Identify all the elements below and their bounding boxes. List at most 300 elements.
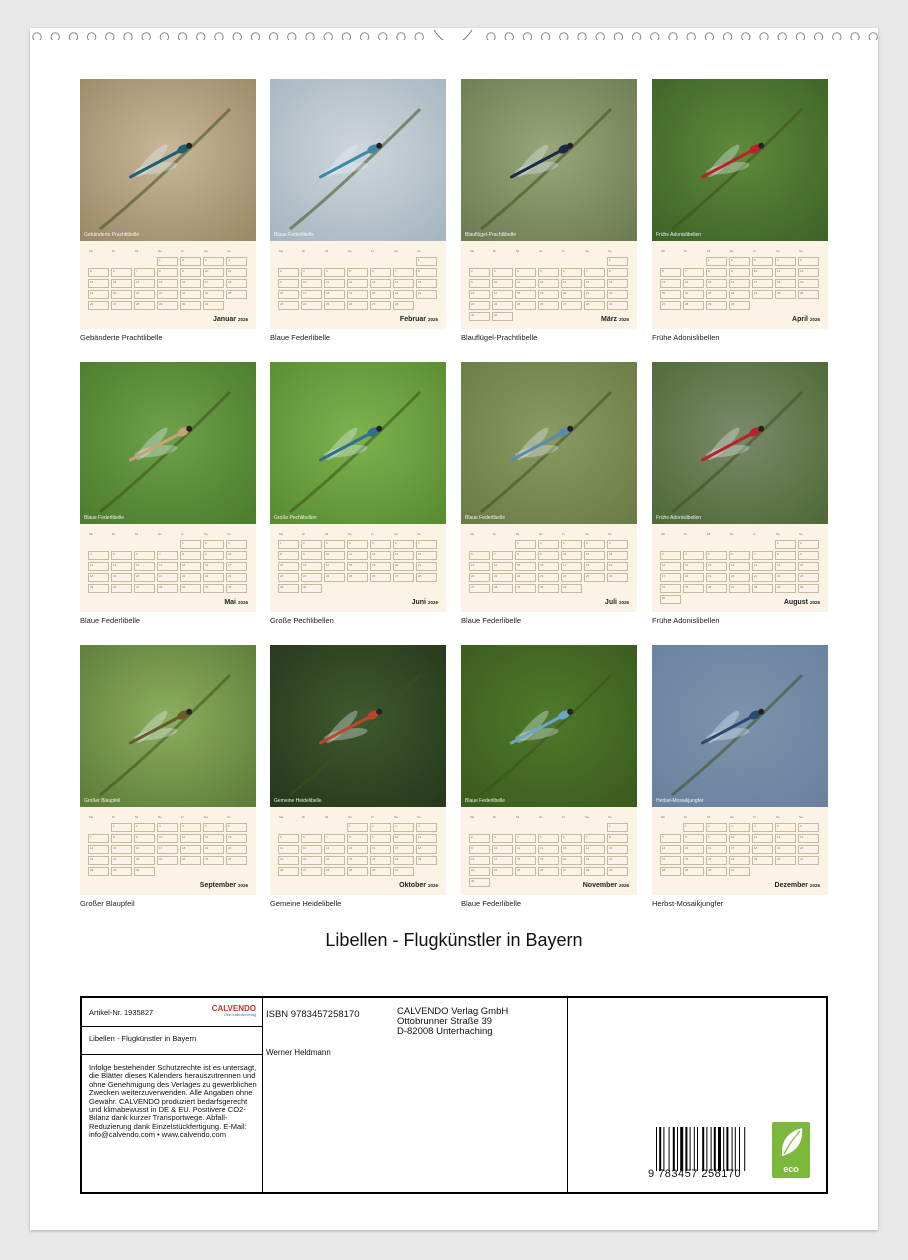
day-number: 10 <box>754 269 758 273</box>
weekday-label: Sa <box>776 815 780 819</box>
day-cell <box>180 823 201 832</box>
day-cell <box>88 290 109 299</box>
day-number: 28 <box>326 868 330 872</box>
day-number: 15 <box>777 563 781 567</box>
day-number: 9 <box>708 835 710 839</box>
day-cell <box>706 279 727 288</box>
barcode-bar <box>656 1127 657 1171</box>
month-caption: Blaue Federlibelle <box>461 616 522 625</box>
weekday-label: Do <box>158 249 162 253</box>
day-cell <box>416 573 437 582</box>
weekday-label: Mo <box>89 249 94 253</box>
day-number: 2 <box>731 258 733 262</box>
month-calendar <box>270 241 446 329</box>
day-cell <box>561 540 582 549</box>
day-cell <box>180 551 201 560</box>
month-name: Oktober 2026 <box>399 882 438 889</box>
weekday-label: Mo <box>661 532 666 536</box>
day-cell <box>798 584 819 593</box>
day-number: 29 <box>182 585 186 589</box>
day-number: 12 <box>90 280 94 284</box>
day-number: 14 <box>494 563 498 567</box>
day-cell <box>301 573 322 582</box>
day-cell <box>660 268 681 277</box>
weekday-label: Do <box>158 815 162 819</box>
day-number: 27 <box>471 585 475 589</box>
day-number: 29 <box>349 868 353 872</box>
day-number: 17 <box>205 280 209 284</box>
barcode-bar <box>690 1127 691 1171</box>
barcode-bar <box>702 1127 704 1171</box>
weekday-label: So <box>227 532 231 536</box>
day-cell <box>584 867 605 876</box>
day-cell <box>370 573 391 582</box>
day-cell <box>683 573 704 582</box>
barcode-bar <box>726 1127 728 1171</box>
day-number: 21 <box>662 857 666 861</box>
day-cell <box>157 856 178 865</box>
month-year: 2026 <box>427 317 438 322</box>
day-cell <box>660 595 681 604</box>
day-number: 28 <box>754 585 758 589</box>
day-cell <box>538 584 559 593</box>
day-cell <box>347 834 368 843</box>
weekday-label: Mo <box>470 532 475 536</box>
day-number: 27 <box>303 868 307 872</box>
photo-caption: Blauflügel-Prachtlibelle <box>465 232 516 238</box>
day-number: 6 <box>372 269 374 273</box>
month-year: 2026 <box>427 600 438 605</box>
day-cell <box>370 823 391 832</box>
weekday-label: Fr <box>181 532 184 536</box>
day-number: 21 <box>395 291 399 295</box>
day-number: 31 <box>731 868 735 872</box>
day-number: 6 <box>800 824 802 828</box>
day-number: 8 <box>517 552 519 556</box>
day-number: 18 <box>326 291 330 295</box>
month-year: 2026 <box>237 600 248 605</box>
day-cell <box>752 268 773 277</box>
day-cell <box>278 290 299 299</box>
leaf-icon <box>772 1122 810 1162</box>
weekday-label: Mo <box>89 532 94 536</box>
day-number: 27 <box>395 574 399 578</box>
day-number: 22 <box>685 857 689 861</box>
day-number: 15 <box>418 280 422 284</box>
day-cell <box>416 551 437 560</box>
day-number: 5 <box>280 835 282 839</box>
barcode-bar <box>706 1127 707 1171</box>
day-cell <box>134 867 155 876</box>
day-cell <box>347 867 368 876</box>
day-number: 7 <box>494 552 496 556</box>
day-cell <box>561 573 582 582</box>
day-cell <box>469 584 490 593</box>
day-number: 22 <box>609 291 613 295</box>
day-cell <box>393 845 414 854</box>
day-cell <box>683 867 704 876</box>
eco-badge <box>772 1122 810 1178</box>
day-number: 14 <box>662 846 666 850</box>
day-number: 5 <box>372 541 374 545</box>
day-cell <box>134 279 155 288</box>
day-cell <box>729 551 750 560</box>
day-cell <box>775 823 796 832</box>
day-number: 14 <box>90 846 94 850</box>
weekday-label: Do <box>539 249 543 253</box>
day-number: 24 <box>303 302 307 306</box>
day-number: 2 <box>800 541 802 545</box>
day-number: 8 <box>349 835 351 839</box>
day-cell <box>347 562 368 571</box>
day-cell <box>88 867 109 876</box>
day-number: 21 <box>685 291 689 295</box>
day-cell <box>584 562 605 571</box>
day-cell <box>469 562 490 571</box>
day-number: 4 <box>326 269 328 273</box>
day-cell <box>775 562 796 571</box>
day-number: 1 <box>159 258 161 262</box>
day-number: 23 <box>800 574 804 578</box>
day-number: 29 <box>685 868 689 872</box>
day-number: 23 <box>182 291 186 295</box>
day-number: 15 <box>609 846 613 850</box>
month-year: 2026 <box>427 883 438 888</box>
day-number: 23 <box>471 868 475 872</box>
month-name: März 2026 <box>601 316 629 323</box>
day-number: 13 <box>563 846 567 850</box>
barcode-bar <box>711 1127 712 1171</box>
day-number: 17 <box>395 846 399 850</box>
weekday-label: So <box>799 249 803 253</box>
day-number: 10 <box>731 835 735 839</box>
day-cell <box>798 573 819 582</box>
day-cell <box>515 301 536 310</box>
day-cell <box>515 856 536 865</box>
weekday-label: Fr <box>753 249 756 253</box>
month-calendar <box>80 241 256 329</box>
weekday-label: Do <box>348 249 352 253</box>
day-number: 28 <box>90 868 94 872</box>
day-cell <box>88 856 109 865</box>
day-number: 6 <box>471 552 473 556</box>
day-cell <box>492 290 513 299</box>
day-cell <box>134 268 155 277</box>
day-number: 13 <box>563 280 567 284</box>
day-cell <box>88 562 109 571</box>
day-cell <box>752 584 773 593</box>
day-cell <box>706 823 727 832</box>
day-cell <box>469 878 490 887</box>
day-number: 1 <box>418 258 420 262</box>
day-cell <box>301 562 322 571</box>
day-cell <box>226 540 247 549</box>
dragonfly-photo <box>270 79 446 241</box>
day-number: 2 <box>280 269 282 273</box>
day-cell <box>492 845 513 854</box>
dragonfly-photo <box>652 645 828 807</box>
day-cell <box>301 279 322 288</box>
day-cell <box>469 279 490 288</box>
day-number: 2 <box>471 835 473 839</box>
day-number: 24 <box>228 574 232 578</box>
day-cell <box>88 584 109 593</box>
day-number: 15 <box>685 846 689 850</box>
day-number: 12 <box>540 280 544 284</box>
month-year: 2026 <box>618 883 629 888</box>
day-number: 11 <box>349 552 353 556</box>
month-year: 2026 <box>237 317 248 322</box>
weekday-label: Di <box>493 815 496 819</box>
day-cell <box>370 290 391 299</box>
day-cell <box>660 551 681 560</box>
barcode-bar <box>744 1127 745 1171</box>
month-year: 2026 <box>618 317 629 322</box>
barcode-bar <box>669 1127 670 1171</box>
day-number: 4 <box>517 269 519 273</box>
weekday-label: Mi <box>325 815 329 819</box>
day-number: 29 <box>609 868 613 872</box>
day-number: 19 <box>708 574 712 578</box>
day-number: 20 <box>136 574 140 578</box>
day-number: 13 <box>800 835 804 839</box>
month-caption: Frühe Adonislibellen <box>652 333 720 342</box>
day-cell <box>775 290 796 299</box>
day-number: 11 <box>90 563 94 567</box>
day-number: 16 <box>303 563 307 567</box>
day-number: 16 <box>800 563 804 567</box>
day-number: 10 <box>494 280 498 284</box>
day-cell <box>607 268 628 277</box>
weekday-label: So <box>608 815 612 819</box>
day-number: 8 <box>777 552 779 556</box>
day-cell <box>798 257 819 266</box>
day-cell <box>324 562 345 571</box>
day-number: 23 <box>471 302 475 306</box>
day-cell <box>515 834 536 843</box>
legal-notice: Infolge bestehender Schutzrechte ist es untersagt, die Blätter dieses Kalenders herauszutrennen und ohne Genehmigung des Verlages zu gewerblichen Zwecken weiterzuverwenden. Alle Angaben ohne Gewähr. CALVENDO produziert bedarfsgerecht und klimabewusst in DE & EU. Positivere CO2-Bilanz dank kurzer Transportwege. Abfall-Reduzierung dank Einzelstückfertigung. E-Mail: info@calvendo.com • www.calvendo.com <box>89 1063 257 1140</box>
day-number: 18 <box>517 291 521 295</box>
day-cell <box>729 845 750 854</box>
weekday-label: Mo <box>470 815 475 819</box>
weekday-label: So <box>608 249 612 253</box>
day-number: 3 <box>395 824 397 828</box>
day-number: 26 <box>349 302 353 306</box>
weekday-label: Do <box>539 815 543 819</box>
weekday-label: Mo <box>470 249 475 253</box>
day-number: 15 <box>113 846 117 850</box>
day-number: 8 <box>159 269 161 273</box>
day-cell <box>393 834 414 843</box>
day-cell <box>729 584 750 593</box>
day-cell <box>347 856 368 865</box>
day-number: 19 <box>540 857 544 861</box>
day-number: 7 <box>685 269 687 273</box>
day-cell <box>226 856 247 865</box>
day-number: 12 <box>349 280 353 284</box>
day-number: 25 <box>517 302 521 306</box>
day-cell <box>538 268 559 277</box>
day-number: 26 <box>205 857 209 861</box>
day-number: 20 <box>372 291 376 295</box>
day-number: 28 <box>418 574 422 578</box>
weekday-label: Di <box>302 815 305 819</box>
day-cell <box>515 584 536 593</box>
day-cell <box>683 290 704 299</box>
day-cell <box>752 562 773 571</box>
day-cell <box>561 562 582 571</box>
day-cell <box>301 301 322 310</box>
day-cell <box>515 540 536 549</box>
day-cell <box>752 551 773 560</box>
day-cell <box>278 573 299 582</box>
month-name: Juli 2026 <box>604 599 629 606</box>
weekday-label: Fr <box>562 532 565 536</box>
weekday-label: Do <box>348 532 352 536</box>
weekday-label: Mi <box>325 249 329 253</box>
day-cell <box>226 573 247 582</box>
weekday-label: So <box>417 532 421 536</box>
day-number: 19 <box>349 291 353 295</box>
day-number: 9 <box>800 552 802 556</box>
day-cell <box>729 301 750 310</box>
day-cell <box>226 279 247 288</box>
day-cell <box>203 584 224 593</box>
day-number: 13 <box>303 846 307 850</box>
day-cell <box>301 867 322 876</box>
month-caption: Blaue Federlibelle <box>461 899 522 908</box>
day-cell <box>729 562 750 571</box>
barcode-bar <box>663 1127 664 1171</box>
weekday-label: So <box>227 815 231 819</box>
day-number: 27 <box>228 857 232 861</box>
day-number: 27 <box>563 302 567 306</box>
day-cell <box>706 290 727 299</box>
month-name: November 2026 <box>582 882 629 889</box>
weekday-label: Mo <box>661 815 666 819</box>
day-cell <box>607 290 628 299</box>
day-number: 22 <box>609 857 613 861</box>
dragonfly-photo <box>652 79 828 241</box>
day-number: 22 <box>349 857 353 861</box>
day-cell <box>393 290 414 299</box>
day-number: 28 <box>586 302 590 306</box>
day-number: 17 <box>731 846 735 850</box>
day-number: 4 <box>586 541 588 545</box>
day-cell <box>226 257 247 266</box>
day-number: 17 <box>159 846 163 850</box>
day-cell <box>393 551 414 560</box>
day-number: 15 <box>159 280 163 284</box>
month-caption: Blaue Federlibelle <box>270 333 331 342</box>
day-cell <box>370 540 391 549</box>
day-cell <box>278 834 299 843</box>
day-cell <box>278 856 299 865</box>
day-number: 31 <box>494 313 498 317</box>
month-year: 2026 <box>618 600 629 605</box>
day-number: 20 <box>228 846 232 850</box>
barcode-bar <box>723 1127 724 1171</box>
day-cell <box>538 845 559 854</box>
month-year: 2026 <box>809 883 820 888</box>
day-number: 8 <box>708 269 710 273</box>
calvendo-logo-tagline: Dein Kalenderverlag <box>224 1013 256 1017</box>
article-number: Artikel-Nr. 1935827 <box>89 1008 154 1017</box>
day-cell <box>660 856 681 865</box>
day-cell <box>393 301 414 310</box>
day-number: 1 <box>113 824 115 828</box>
author: Werner Heldmann <box>266 1048 331 1057</box>
day-number: 24 <box>395 857 399 861</box>
day-cell <box>111 845 132 854</box>
imprint-box <box>80 996 828 1194</box>
day-number: 3 <box>662 552 664 556</box>
day-cell <box>88 301 109 310</box>
day-cell <box>584 573 605 582</box>
day-cell <box>226 834 247 843</box>
month-calendar <box>80 807 256 895</box>
weekday-label: Mo <box>279 532 284 536</box>
day-cell <box>203 551 224 560</box>
day-number: 10 <box>159 835 163 839</box>
day-number: 16 <box>708 846 712 850</box>
day-cell <box>347 551 368 560</box>
day-cell <box>203 845 224 854</box>
day-number: 6 <box>113 269 115 273</box>
day-cell <box>729 856 750 865</box>
month-name: April 2026 <box>792 316 820 323</box>
day-number: 9 <box>471 846 473 850</box>
weekday-label: Fr <box>371 815 374 819</box>
day-number: 25 <box>326 302 330 306</box>
day-number: 26 <box>540 868 544 872</box>
day-number: 15 <box>708 280 712 284</box>
day-number: 29 <box>159 302 163 306</box>
day-cell <box>798 551 819 560</box>
day-cell <box>561 834 582 843</box>
day-cell <box>134 551 155 560</box>
month-name: Mai 2026 <box>224 599 248 606</box>
day-number: 7 <box>754 552 756 556</box>
day-number: 1 <box>349 824 351 828</box>
day-cell <box>324 268 345 277</box>
day-number: 5 <box>708 552 710 556</box>
barcode-bar <box>673 1127 675 1171</box>
day-cell <box>157 823 178 832</box>
day-number: 12 <box>205 835 209 839</box>
weekday-label: So <box>417 249 421 253</box>
day-cell <box>515 867 536 876</box>
day-number: 19 <box>205 846 209 850</box>
day-number: 21 <box>586 857 590 861</box>
day-number: 1 <box>280 541 282 545</box>
day-cell <box>180 257 201 266</box>
day-cell <box>416 279 437 288</box>
month-caption: Großer Blaupfeil <box>80 899 135 908</box>
day-number: 28 <box>494 585 498 589</box>
barcode-bar <box>735 1127 736 1171</box>
day-cell <box>134 834 155 843</box>
eco-label: eco <box>783 1164 799 1174</box>
day-cell <box>561 301 582 310</box>
day-number: 5 <box>540 269 542 273</box>
month-caption: Frühe Adonislibellen <box>652 616 720 625</box>
day-cell <box>729 290 750 299</box>
day-number: 21 <box>494 574 498 578</box>
day-cell <box>180 584 201 593</box>
day-number: 8 <box>280 552 282 556</box>
day-number: 10 <box>228 552 232 556</box>
